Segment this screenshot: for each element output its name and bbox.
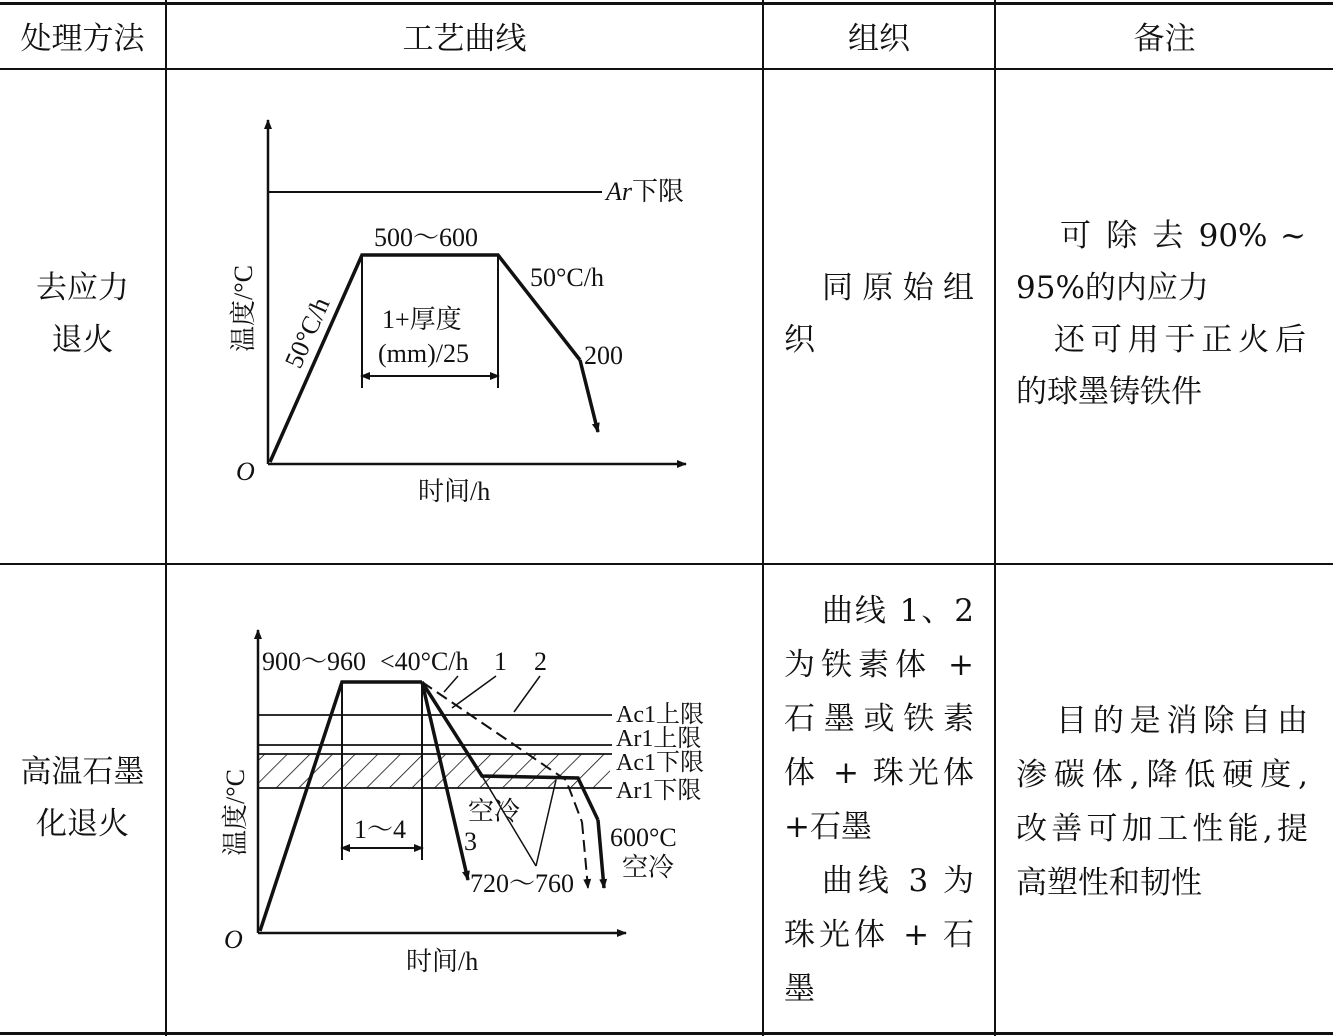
row2-method-line2: 化退火	[36, 806, 129, 842]
ac1-lower-label: Ac1下限	[616, 750, 704, 776]
row2-remarks-line2: 渗碳体,降低硬度,	[1016, 757, 1308, 793]
curve-2-arrow	[582, 822, 588, 888]
col-divider-3	[994, 0, 996, 1036]
hold-label: 1～4	[354, 815, 407, 844]
row2-structure-line6: 曲线 3 为	[822, 863, 974, 899]
row2-structure-line4: 体 + 珠光体	[784, 755, 974, 791]
x-axis-label: 时间/h	[406, 947, 479, 976]
curve-1-label: 1	[494, 647, 507, 676]
graphitization-curve-diagram	[167, 565, 762, 1032]
header-method: 处理方法	[20, 20, 145, 57]
x-axis-label: 时间/h	[418, 477, 491, 506]
leader-range-a	[536, 780, 556, 866]
cool-rate-label: 50°C/h	[530, 263, 604, 292]
row2-structure-line8: 墨	[784, 971, 815, 1007]
temp-600-label: 600°C	[610, 823, 677, 852]
hold-time-line2: (mm)/25	[378, 339, 469, 368]
row2-method-line1: 高温石墨	[20, 754, 145, 790]
hatched-band	[258, 754, 610, 788]
row1-structure-line2: 织	[784, 322, 815, 358]
header-remarks: 备注	[1133, 20, 1196, 57]
y-axis-label: 温度/°C	[229, 265, 258, 352]
row1-remarks-line3: 还可用于正火后	[1054, 322, 1306, 358]
row2-structure	[784, 584, 974, 1016]
cool-down-arrow	[580, 360, 598, 432]
row2-structure-line1: 曲线 1、2	[822, 593, 974, 629]
ac1-upper-label: Ac1上限	[616, 702, 704, 728]
row2-structure-line2: 为铁素体 +	[784, 647, 974, 683]
ar1-lower-label: Ar1下限	[616, 778, 702, 804]
col-divider-2	[762, 0, 764, 1036]
row2-remarks-line3: 改善可加工性能,提	[1016, 811, 1308, 847]
row2-method	[0, 746, 165, 850]
header-curve: 工艺曲线	[402, 20, 527, 57]
table-bottom-border	[0, 1032, 1333, 1035]
row1-remarks-line2: 95%的内应力	[1016, 270, 1209, 306]
y-axis-label: 温度/°C	[221, 769, 250, 856]
curve-3-label: 3	[464, 827, 477, 856]
row1-method	[0, 262, 165, 366]
row1-structure	[784, 262, 974, 366]
hold-time-line1: 1+厚度	[382, 305, 462, 334]
row2-structure-line3: 石墨或铁素	[784, 701, 974, 737]
row1-remarks	[1016, 210, 1306, 418]
row1-remarks-line1: 可 除 去 90% ~	[1060, 218, 1306, 254]
row1-remarks-line4: 的球墨铸铁件	[1016, 374, 1202, 410]
row2-structure-line7: 珠光体 + 石	[784, 917, 974, 953]
air-cool-label-1: 空冷	[468, 797, 521, 826]
row2-structure-line5: +石墨	[784, 809, 872, 845]
rate-label: <40°C/h	[380, 647, 469, 676]
origin-label: O	[224, 925, 243, 954]
row2-remarks	[1016, 694, 1308, 910]
row2-remarks-line1: 目的是消除自由	[1056, 703, 1308, 739]
plateau-temp-label: 500～600	[374, 223, 479, 252]
ar-label: Ar下限	[606, 177, 685, 206]
top-temp-label: 900～960	[262, 647, 367, 676]
origin-label: O	[236, 457, 255, 486]
ar1-upper-label: Ar1上限	[616, 726, 702, 752]
heat-rate-label: 50°C/h	[278, 293, 336, 373]
air-cool-label-2: 空冷	[622, 853, 675, 882]
leader-2	[514, 676, 540, 712]
stress-relief-curve-diagram	[167, 70, 762, 563]
leader-1	[452, 676, 496, 708]
curve-2-label: 2	[534, 647, 547, 676]
row2-remarks-line4: 高塑性和韧性	[1016, 865, 1202, 901]
end-temp-label: 200	[584, 341, 623, 370]
curve-1-arrow	[598, 820, 604, 888]
row1-method-line2: 退火	[51, 322, 114, 358]
leader-rate	[444, 676, 458, 692]
row1-method-line1: 去应力	[36, 270, 129, 306]
range-label: 720～760	[470, 869, 575, 898]
header-structure: 组织	[848, 20, 910, 57]
row1-structure-line1: 同原始组	[822, 270, 974, 306]
